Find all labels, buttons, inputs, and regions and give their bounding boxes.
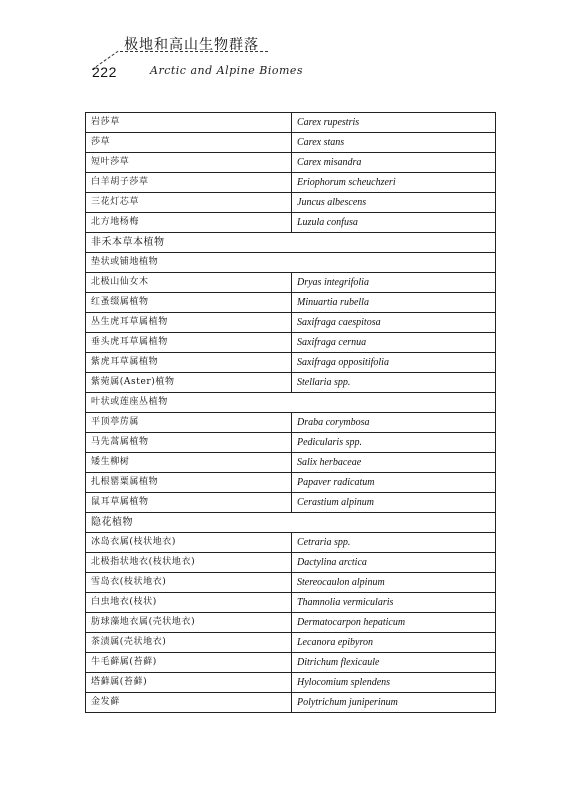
chinese-name-cell: 短叶莎草: [86, 153, 292, 173]
table-row: [86, 353, 496, 373]
latin-name-cell: Papaver radicatum: [292, 473, 496, 493]
latin-name-cell: Carex rupestris: [292, 113, 496, 133]
latin-name-cell: Draba corymbosa: [292, 413, 496, 433]
table-row: [86, 333, 496, 353]
subcategory-heading-cell: 垫状或铺地植物: [86, 253, 496, 273]
page-header: [0, 0, 570, 100]
latin-name-cell: Stellaria spp.: [292, 373, 496, 393]
page-number: 222: [92, 64, 117, 80]
subcategory-heading-cell: 叶状或莲座丛植物: [86, 393, 496, 413]
latin-name-cell: Eriophorum scheuchzeri: [292, 173, 496, 193]
latin-name-cell: Dryas integrifolia: [292, 273, 496, 293]
chinese-name-cell: 马先蒿属植物: [86, 433, 292, 453]
latin-name-cell: Cerastium alpinum: [292, 493, 496, 513]
table-row: [86, 413, 496, 433]
latin-name-cell: Saxifraga cernua: [292, 333, 496, 353]
table-row: [86, 533, 496, 553]
latin-name-cell: Hylocomium splendens: [292, 673, 496, 693]
table-row: [86, 453, 496, 473]
chinese-name-cell: 扎根罂粟属植物: [86, 473, 292, 493]
table-row: [86, 293, 496, 313]
chinese-name-cell: 肪球藻地衣属(壳状地衣): [86, 613, 292, 633]
table-row: [86, 473, 496, 493]
latin-name-cell: Pedicularis spp.: [292, 433, 496, 453]
chinese-name-cell: 紫虎耳草属植物: [86, 353, 292, 373]
table-row: [86, 373, 496, 393]
chinese-name-cell: 红蚤缀属植物: [86, 293, 292, 313]
latin-name-cell: Stereocaulon alpinum: [292, 573, 496, 593]
chinese-name-cell: 鼠耳草属植物: [86, 493, 292, 513]
chinese-name-cell: 矮生柳树: [86, 453, 292, 473]
chinese-name-cell: 岩莎草: [86, 113, 292, 133]
category-row: [86, 513, 496, 533]
table-row: [86, 173, 496, 193]
category-row: [86, 233, 496, 253]
category-heading-cell: 非禾本草本植物: [86, 233, 496, 253]
chinese-name-cell: 垂头虎耳草属植物: [86, 333, 292, 353]
table-row: [86, 133, 496, 153]
table-row: [86, 493, 496, 513]
category-heading-cell: 隐花植物: [86, 513, 496, 533]
table-row: [86, 553, 496, 573]
subcategory-row: [86, 393, 496, 413]
chinese-name-cell: 平顶葶苈属: [86, 413, 292, 433]
table-row: [86, 653, 496, 673]
latin-name-cell: Dactylina arctica: [292, 553, 496, 573]
latin-name-cell: Ditrichum flexicaule: [292, 653, 496, 673]
species-table: [85, 112, 496, 713]
chinese-name-cell: 紫菀属(Aster)植物: [86, 373, 292, 393]
table-row: [86, 213, 496, 233]
book-subtitle: Arctic and Alpine Biomes: [150, 64, 304, 77]
subcategory-row: [86, 253, 496, 273]
latin-name-cell: Minuartia rubella: [292, 293, 496, 313]
latin-name-cell: Salix herbaceae: [292, 453, 496, 473]
latin-name-cell: Luzula confusa: [292, 213, 496, 233]
chinese-name-cell: 茶渍属(壳状地衣): [86, 633, 292, 653]
latin-name-cell: Juncus albescens: [292, 193, 496, 213]
latin-name-cell: Lecanora epibyron: [292, 633, 496, 653]
latin-name-cell: Dermatocarpon hepaticum: [292, 613, 496, 633]
table-row: [86, 673, 496, 693]
latin-name-cell: Cetraria spp.: [292, 533, 496, 553]
chinese-name-cell: 莎草: [86, 133, 292, 153]
table-row: [86, 433, 496, 453]
table-row: [86, 193, 496, 213]
latin-name-cell: Carex misandra: [292, 153, 496, 173]
latin-name-cell: Saxifraga oppositifolia: [292, 353, 496, 373]
chinese-name-cell: 冰岛衣属(枝状地衣): [86, 533, 292, 553]
chinese-name-cell: 北极山仙女木: [86, 273, 292, 293]
latin-name-cell: Carex stans: [292, 133, 496, 153]
chinese-name-cell: 牛毛藓属(苔藓): [86, 653, 292, 673]
table-row: [86, 613, 496, 633]
table-row: [86, 273, 496, 293]
chinese-name-cell: 白羊胡子莎草: [86, 173, 292, 193]
chinese-name-cell: 白虫地衣(枝状): [86, 593, 292, 613]
chinese-name-cell: 丛生虎耳草属植物: [86, 313, 292, 333]
table-row: [86, 633, 496, 653]
book-title: 极地和高山生物群落: [124, 37, 259, 53]
chinese-name-cell: 金发藓: [86, 693, 292, 713]
chinese-name-cell: 塔藓属(苔藓): [86, 673, 292, 693]
table-row: [86, 593, 496, 613]
table-row: [86, 153, 496, 173]
chinese-name-cell: 北极指状地衣(枝状地衣): [86, 553, 292, 573]
species-table-body: [86, 113, 496, 713]
table-row: [86, 573, 496, 593]
table-row: [86, 693, 496, 713]
chinese-name-cell: 三花灯芯草: [86, 193, 292, 213]
latin-name-cell: Thamnolia vermicularis: [292, 593, 496, 613]
chinese-name-cell: 雪岛衣(枝状地衣): [86, 573, 292, 593]
latin-name-cell: Polytrichum juniperinum: [292, 693, 496, 713]
table-row: [86, 313, 496, 333]
table-row: [86, 113, 496, 133]
latin-name-cell: Saxifraga caespitosa: [292, 313, 496, 333]
chinese-name-cell: 北方地杨梅: [86, 213, 292, 233]
